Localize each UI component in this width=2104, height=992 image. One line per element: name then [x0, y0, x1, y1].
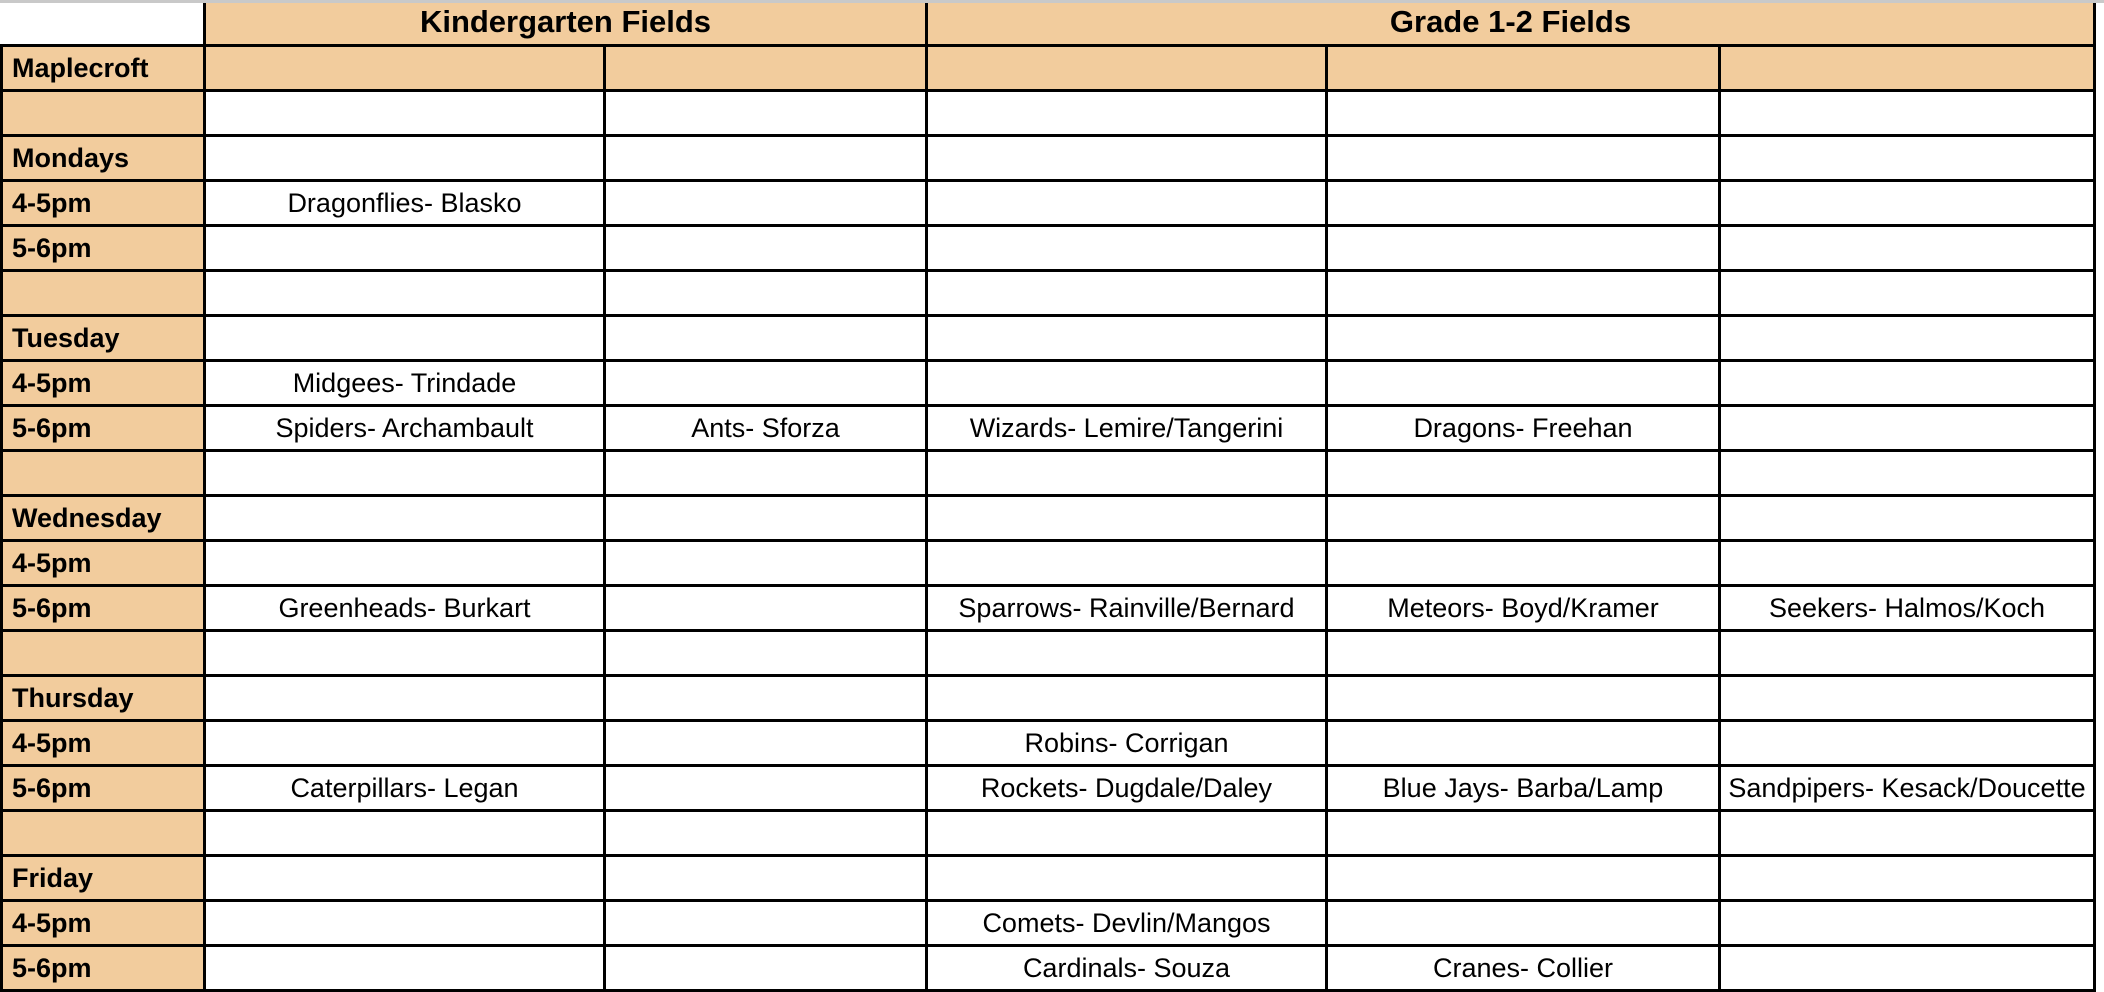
schedule-cell[interactable] — [605, 721, 927, 766]
schedule-cell[interactable]: Midgees- Trindade — [205, 361, 605, 406]
row-label[interactable]: 4-5pm — [2, 361, 205, 406]
schedule-cell[interactable]: Dragons- Freehan — [1327, 406, 1720, 451]
schedule-cell[interactable] — [1720, 676, 2095, 721]
schedule-cell[interactable] — [1720, 361, 2095, 406]
schedule-cell[interactable] — [1720, 811, 2095, 856]
schedule-cell[interactable] — [1327, 181, 1720, 226]
table-row — [2, 271, 2095, 316]
table-row — [2, 181, 2095, 226]
schedule-cell[interactable] — [927, 316, 1327, 361]
schedule-cell[interactable] — [1327, 631, 1720, 676]
schedule-cell[interactable] — [1720, 181, 2095, 226]
schedule-cell[interactable] — [1327, 541, 1720, 586]
schedule-cell[interactable] — [927, 361, 1327, 406]
row-label[interactable] — [2, 811, 205, 856]
schedule-cell[interactable] — [205, 856, 605, 901]
schedule-cell[interactable]: Sparrows- Rainville/Bernard — [927, 586, 1327, 631]
schedule-cell[interactable] — [1720, 271, 2095, 316]
schedule-cell[interactable] — [205, 316, 605, 361]
table-row — [2, 946, 2095, 991]
schedule-cell[interactable] — [927, 226, 1327, 271]
schedule-cell[interactable] — [205, 271, 605, 316]
table-row — [2, 226, 2095, 271]
table-row — [2, 766, 2095, 811]
schedule-cell[interactable]: Blue Jays- Barba/Lamp — [1327, 766, 1720, 811]
schedule-cell[interactable] — [205, 496, 605, 541]
schedule-cell[interactable] — [1720, 721, 2095, 766]
schedule-cell[interactable] — [605, 631, 927, 676]
row-label[interactable]: Friday — [2, 856, 205, 901]
schedule-cell[interactable]: Caterpillars- Legan — [205, 766, 605, 811]
table-row — [2, 811, 2095, 856]
schedule-cell[interactable] — [927, 811, 1327, 856]
schedule-cell[interactable] — [605, 271, 927, 316]
schedule-cell[interactable] — [1720, 856, 2095, 901]
schedule-cell[interactable] — [927, 856, 1327, 901]
table-row — [2, 451, 2095, 496]
table-row — [2, 136, 2095, 181]
schedule-cell[interactable] — [605, 181, 927, 226]
table-row — [2, 46, 2095, 91]
schedule-cell[interactable] — [1720, 226, 2095, 271]
schedule-cell[interactable] — [927, 451, 1327, 496]
row-label[interactable] — [2, 91, 205, 136]
row-label[interactable]: 4-5pm — [2, 181, 205, 226]
schedule-cell[interactable] — [605, 136, 927, 181]
row-label[interactable]: 5-6pm — [2, 406, 205, 451]
outside-range-right — [2096, 3, 2104, 992]
row-label[interactable]: Mondays — [2, 136, 205, 181]
sheet-edge-top — [0, 0, 2104, 3]
schedule-cell[interactable] — [205, 136, 605, 181]
schedule-cell[interactable]: Dragonflies- Blasko — [205, 181, 605, 226]
schedule-cell[interactable] — [1720, 406, 2095, 451]
schedule-table — [0, 3, 2096, 992]
schedule-cell[interactable] — [605, 946, 927, 991]
table-row — [2, 361, 2095, 406]
schedule-cell[interactable] — [1327, 721, 1720, 766]
table-row — [2, 91, 2095, 136]
schedule-cell[interactable] — [1327, 46, 1720, 91]
schedule-cell[interactable]: Spiders- Archambault — [205, 406, 605, 451]
row-label[interactable]: Tuesday — [2, 316, 205, 361]
schedule-cell[interactable] — [927, 496, 1327, 541]
row-label[interactable] — [2, 631, 205, 676]
schedule-cell[interactable] — [205, 46, 605, 91]
schedule-cell[interactable] — [927, 136, 1327, 181]
corner-cell[interactable] — [2, 3, 205, 46]
schedule-cell[interactable] — [927, 541, 1327, 586]
schedule-cell[interactable] — [1327, 496, 1720, 541]
schedule-cell[interactable] — [1327, 811, 1720, 856]
schedule-cell[interactable] — [927, 676, 1327, 721]
schedule-cell[interactable] — [1327, 316, 1720, 361]
schedule-cell[interactable] — [1327, 271, 1720, 316]
schedule-cell[interactable]: Meteors- Boyd/Kramer — [1327, 586, 1720, 631]
row-label[interactable]: 5-6pm — [2, 946, 205, 991]
schedule-cell[interactable] — [205, 631, 605, 676]
table-row — [2, 586, 2095, 631]
schedule-cell[interactable] — [927, 631, 1327, 676]
group-header-kindergarten-fields[interactable]: Kindergarten Fields — [205, 3, 927, 46]
schedule-cell[interactable] — [1720, 91, 2095, 136]
schedule-cell[interactable] — [605, 361, 927, 406]
schedule-cell[interactable] — [205, 946, 605, 991]
schedule-cell[interactable] — [1720, 316, 2095, 361]
schedule-cell[interactable] — [1327, 361, 1720, 406]
table-row — [2, 406, 2095, 451]
schedule-cell[interactable] — [927, 181, 1327, 226]
header-row — [2, 3, 2095, 46]
schedule-cell[interactable] — [605, 766, 927, 811]
row-label[interactable]: Maplecroft — [2, 46, 205, 91]
row-label[interactable]: 4-5pm — [2, 901, 205, 946]
table-row — [2, 496, 2095, 541]
schedule-cell[interactable] — [205, 91, 605, 136]
schedule-cell[interactable]: Seekers- Halmos/Koch — [1720, 586, 2095, 631]
row-label[interactable]: 5-6pm — [2, 226, 205, 271]
schedule-cell[interactable] — [605, 316, 927, 361]
row-label[interactable]: 5-6pm — [2, 586, 205, 631]
schedule-cell[interactable]: Cardinals- Souza — [927, 946, 1327, 991]
schedule-cell[interactable] — [605, 226, 927, 271]
schedule-cell[interactable] — [1720, 136, 2095, 181]
schedule-cell[interactable] — [605, 811, 927, 856]
table-row — [2, 676, 2095, 721]
schedule-cell[interactable] — [1720, 946, 2095, 991]
schedule-cell[interactable] — [1327, 136, 1720, 181]
table-row — [2, 631, 2095, 676]
schedule-cell[interactable] — [1327, 676, 1720, 721]
schedule-cell[interactable] — [205, 676, 605, 721]
group-header-grade-1-2-fields[interactable]: Grade 1-2 Fields — [927, 3, 2095, 46]
row-label[interactable] — [2, 271, 205, 316]
schedule-cell[interactable] — [1720, 496, 2095, 541]
schedule-cell[interactable] — [605, 46, 927, 91]
schedule-cell[interactable] — [605, 676, 927, 721]
schedule-cell[interactable] — [1327, 226, 1720, 271]
schedule-cell[interactable] — [205, 541, 605, 586]
schedule-cell[interactable] — [605, 586, 927, 631]
schedule-cell[interactable] — [927, 46, 1327, 91]
schedule-cell[interactable] — [927, 271, 1327, 316]
schedule-cell[interactable] — [205, 901, 605, 946]
schedule-cell[interactable] — [605, 901, 927, 946]
schedule-cell[interactable] — [1720, 631, 2095, 676]
schedule-cell[interactable]: Greenheads- Burkart — [205, 586, 605, 631]
schedule-cell[interactable] — [1720, 46, 2095, 91]
table-row — [2, 901, 2095, 946]
row-label[interactable]: 4-5pm — [2, 541, 205, 586]
row-label[interactable]: 5-6pm — [2, 766, 205, 811]
schedule-cell[interactable] — [205, 721, 605, 766]
schedule-cell[interactable] — [927, 91, 1327, 136]
schedule-cell[interactable] — [1327, 856, 1720, 901]
schedule-cell[interactable] — [1720, 451, 2095, 496]
schedule-cell[interactable] — [605, 91, 927, 136]
schedule-cell[interactable] — [605, 856, 927, 901]
schedule-cell[interactable]: Comets- Devlin/Mangos — [927, 901, 1327, 946]
schedule-cell[interactable]: Sandpipers- Kesack/Doucette — [1720, 766, 2095, 811]
schedule-cell[interactable]: Robins- Corrigan — [927, 721, 1327, 766]
schedule-cell[interactable] — [605, 451, 927, 496]
schedule-cell[interactable]: Rockets- Dugdale/Daley — [927, 766, 1327, 811]
table-row — [2, 316, 2095, 361]
schedule-cell[interactable] — [205, 811, 605, 856]
schedule-cell[interactable] — [605, 541, 927, 586]
row-label[interactable]: Wednesday — [2, 496, 205, 541]
schedule-cell[interactable] — [1720, 541, 2095, 586]
schedule-cell[interactable] — [205, 451, 605, 496]
schedule-cell[interactable]: Wizards- Lemire/Tangerini — [927, 406, 1327, 451]
schedule-cell[interactable] — [1327, 91, 1720, 136]
row-label[interactable] — [2, 451, 205, 496]
schedule-cell[interactable] — [205, 226, 605, 271]
table-row — [2, 721, 2095, 766]
table-row — [2, 856, 2095, 901]
row-label[interactable]: 4-5pm — [2, 721, 205, 766]
row-label[interactable]: Thursday — [2, 676, 205, 721]
schedule-cell[interactable] — [1327, 451, 1720, 496]
schedule-cell[interactable]: Cranes- Collier — [1327, 946, 1720, 991]
schedule-cell[interactable]: Ants- Sforza — [605, 406, 927, 451]
schedule-cell[interactable] — [1327, 901, 1720, 946]
schedule-cell[interactable] — [605, 496, 927, 541]
table-row — [2, 541, 2095, 586]
schedule-cell[interactable] — [1720, 901, 2095, 946]
